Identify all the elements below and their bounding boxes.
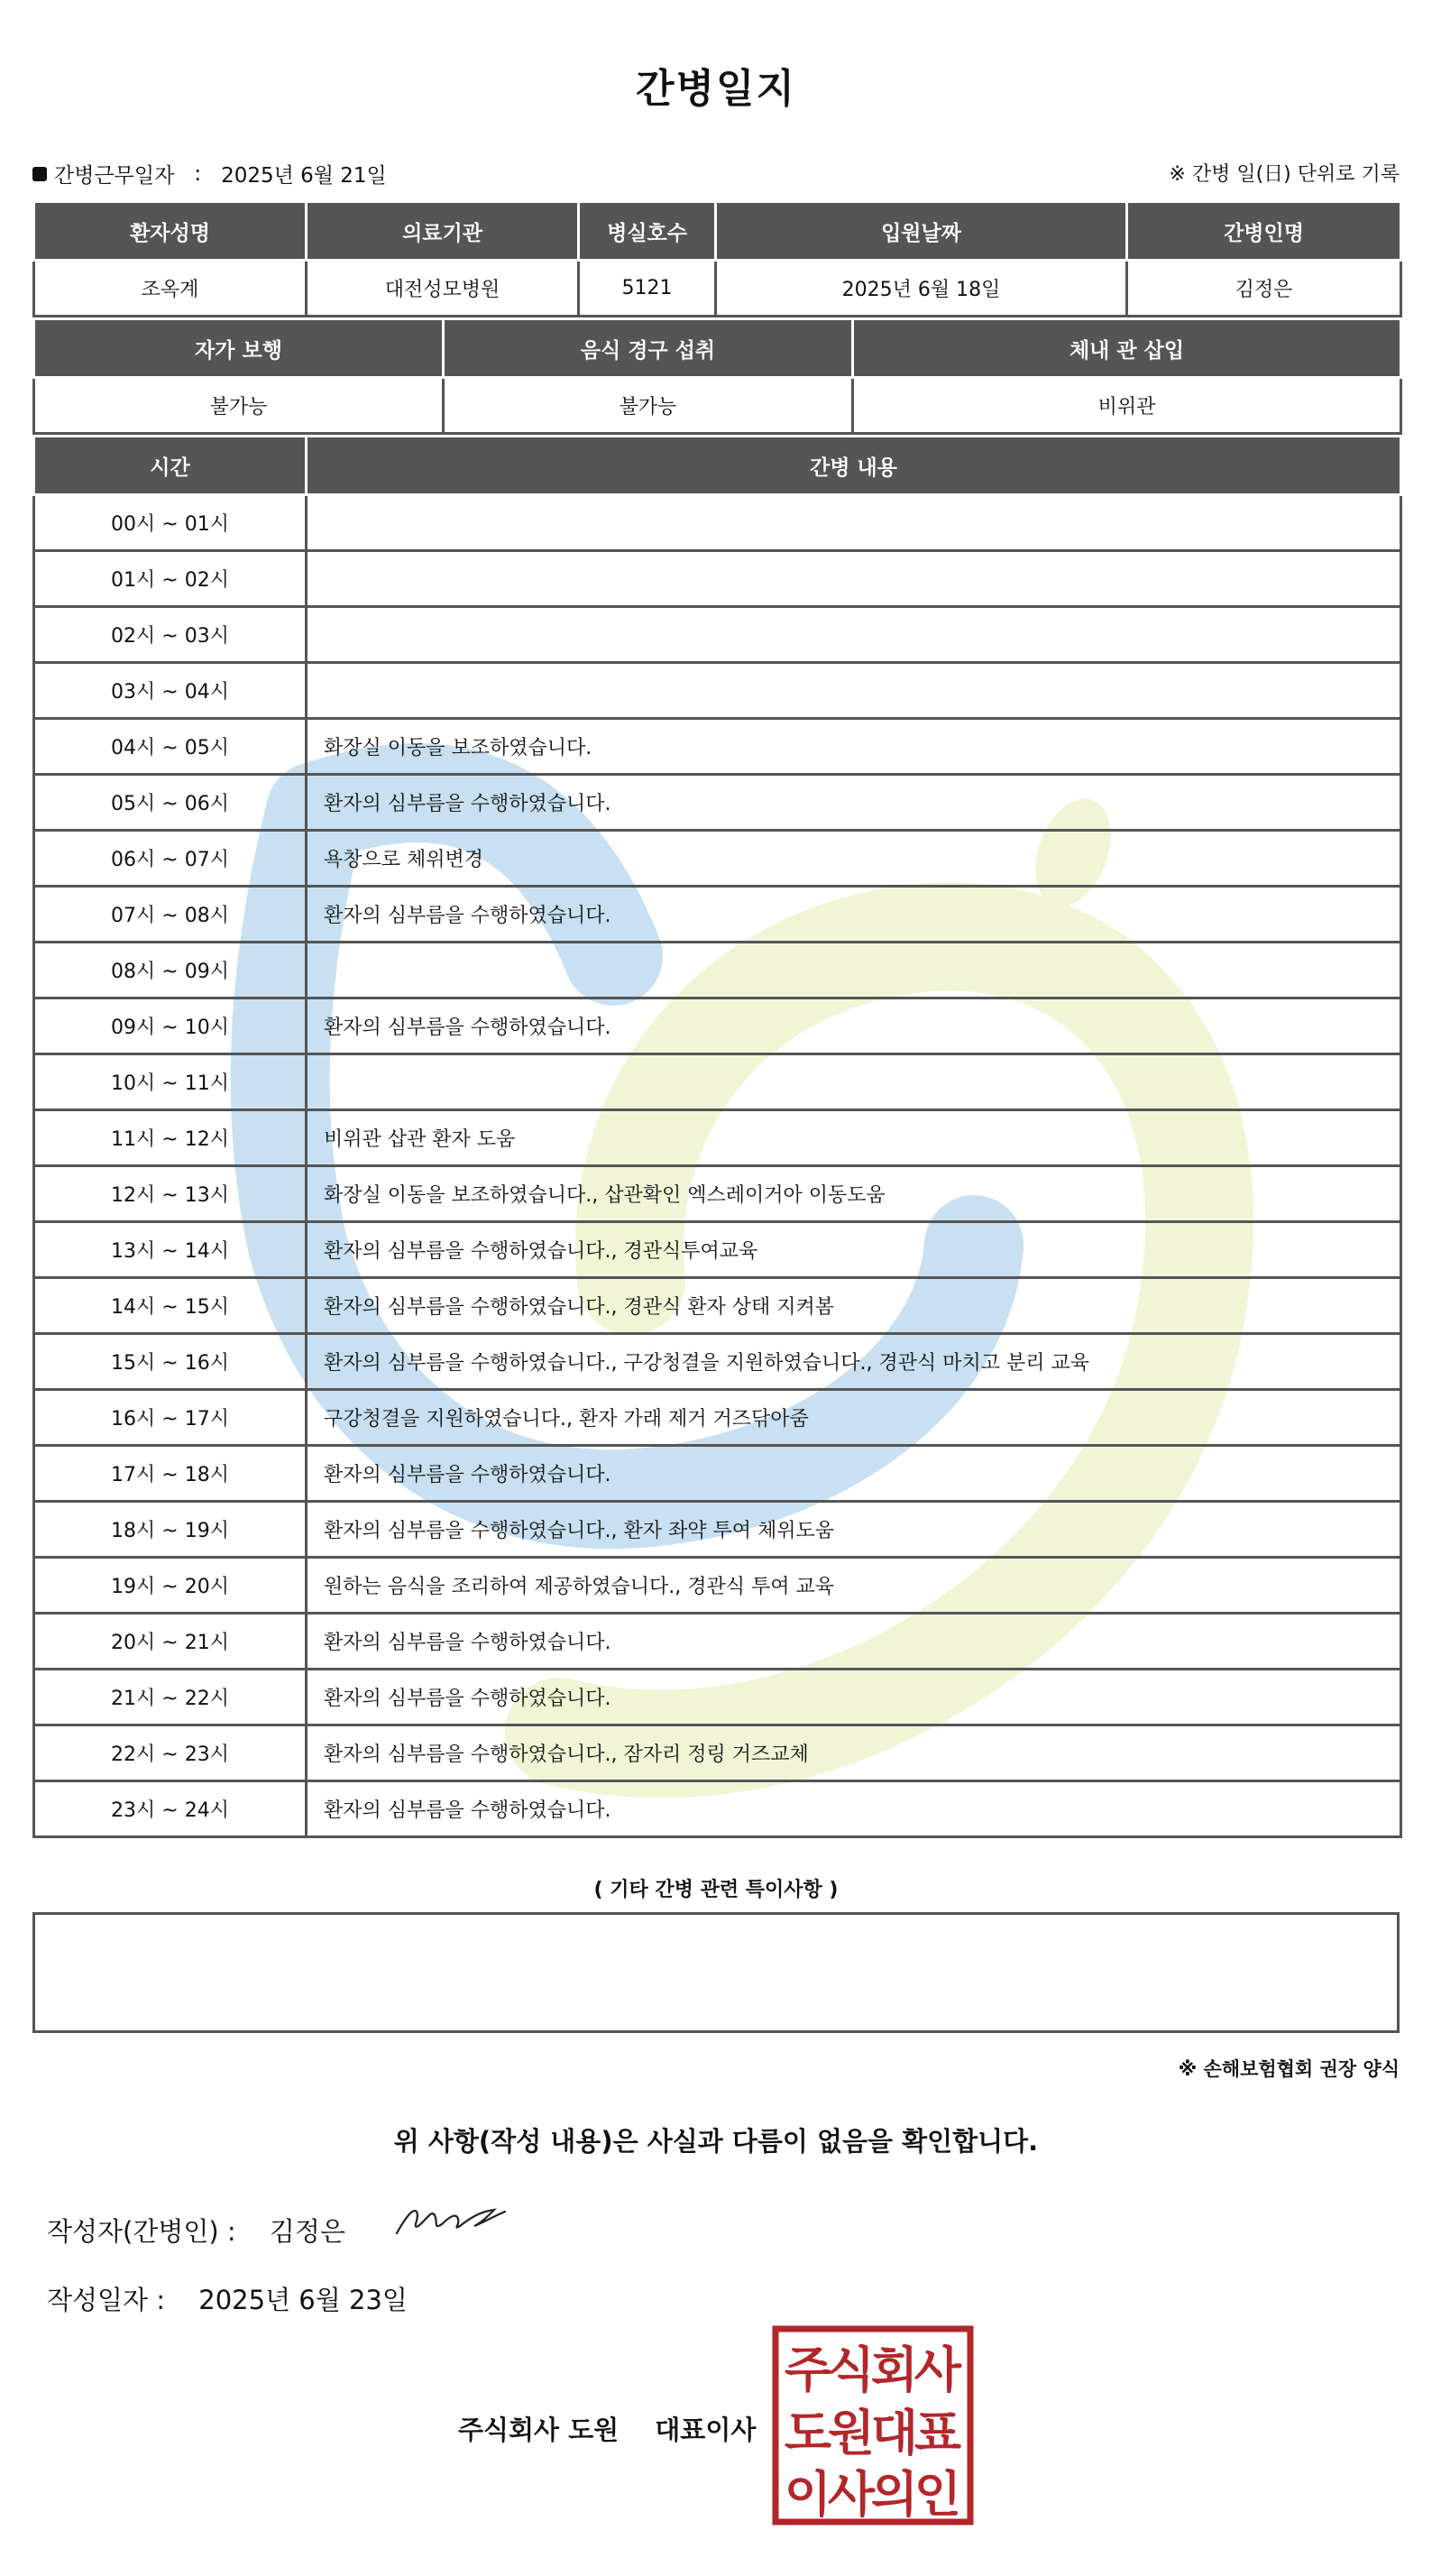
write-date-value: 2025년 6월 23일 [198,2285,408,2315]
work-date-line [32,159,387,189]
time-cell: 03시 ~ 04시 [34,663,307,719]
table-row [34,1334,1401,1390]
work-date-colon: : [194,161,202,186]
table-row [34,607,1401,663]
table-row [34,1614,1401,1670]
svg-text:식: 식 [827,2341,876,2398]
patient-info-table [32,200,1402,317]
time-cell: 12시 ~ 13시 [34,1166,307,1222]
time-cell: 10시 ~ 11시 [34,1054,307,1110]
time-cell: 02시 ~ 03시 [34,607,307,663]
svg-text:주: 주 [784,2341,832,2398]
header-care-content: 간병 내용 [307,437,1401,495]
writer-line [47,2212,345,2249]
writer-label: 작성자(간병인) : [47,2216,236,2247]
table-row [34,1502,1401,1558]
admission-date: 2025년 6월 18일 [716,261,1127,317]
company-seal-stamp [772,2325,974,2525]
svg-text:대: 대 [870,2405,919,2461]
care-content-cell: 비위관 삽관 환자 도움 [307,1110,1401,1166]
care-content-cell [307,607,1401,663]
oral-intake-status: 불가능 [444,378,853,434]
header-time: 시간 [34,437,307,495]
table-row [34,1278,1401,1334]
header-admission-date: 입원날짜 [716,202,1127,261]
time-cell: 22시 ~ 23시 [34,1725,307,1781]
signature [393,2199,510,2240]
time-cell: 17시 ~ 18시 [34,1446,307,1502]
care-content-cell [307,551,1401,607]
table-row [34,775,1401,831]
svg-text:의: 의 [870,2466,919,2523]
svg-text:사: 사 [827,2466,876,2523]
caregiver-name: 김정은 [1127,261,1401,317]
svg-text:인: 인 [913,2466,962,2523]
care-content-cell [307,663,1401,719]
table-row [34,1558,1401,1614]
patient-name: 조옥계 [34,261,307,317]
work-date-label: 간병근무일자 [54,164,175,188]
table-row [34,1670,1401,1725]
table-row [34,943,1401,998]
care-content-cell: 환자의 심부름을 수행하였습니다. [307,775,1401,831]
table-row [34,719,1401,775]
svg-text:원: 원 [827,2405,876,2461]
care-content-cell: 환자의 심부름을 수행하였습니다. [307,1614,1401,1670]
care-content-cell: 환자의 심부름을 수행하였습니다., 구강청결을 지원하였습니다., 경관식 마치고 분리 교육 [307,1334,1401,1390]
time-cell: 06시 ~ 07시 [34,831,307,887]
care-content-cell: 환자의 심부름을 수행하였습니다., 잠자리 정링 거즈교체 [307,1725,1401,1781]
care-content-cell [307,495,1401,551]
confirmation-statement: 위 사항(작성 내용)은 사실과 다름이 없음을 확인합니다. [393,2126,1039,2157]
header-room: 병실호수 [579,202,716,261]
time-cell: 13시 ~ 14시 [34,1222,307,1278]
header-caregiver: 간병인명 [1127,202,1401,261]
care-content-cell: 환자의 심부름을 수행하였습니다., 경관식 환자 상태 지켜봄 [307,1278,1401,1334]
table-row [34,1781,1401,1837]
care-content-cell: 환자의 심부름을 수행하였습니다., 환자 좌약 투여 체위도움 [307,1502,1401,1558]
table-row [34,1725,1401,1781]
time-cell: 21시 ~ 22시 [34,1670,307,1725]
write-date-label: 작성일자 : [47,2285,166,2315]
tube-status: 비위관 [853,378,1401,434]
time-cell: 08시 ~ 09시 [34,943,307,998]
representative-title: 대표이사 [655,2415,757,2445]
table-row [34,551,1401,607]
table-row [34,1390,1401,1446]
patient-status-table [32,317,1402,435]
remarks-label: ( 기타 간병 관련 특이사항 ) [593,1879,839,1901]
write-date-line [47,2280,408,2317]
header-oral-intake: 음식 경구 섭취 [444,319,853,378]
care-content-cell: 원하는 음식을 조리하여 제공하였습니다., 경관식 투여 교육 [307,1558,1401,1614]
time-cell: 15시 ~ 16시 [34,1334,307,1390]
association-note: ※ 손해보험협회 권장 양식 [1178,2058,1400,2080]
room-number: 5121 [579,261,716,317]
table-row [34,1054,1401,1110]
care-content-cell: 환자의 심부름을 수행하였습니다. [307,1781,1401,1837]
care-content-cell [307,943,1401,998]
care-content-cell [307,1054,1401,1110]
table-row [34,887,1401,943]
table-row [34,495,1401,551]
header-hospital: 의료기관 [307,202,579,261]
care-content-cell: 환자의 심부름을 수행하였습니다. [307,1670,1401,1725]
care-content-cell: 구강청결을 지원하였습니다., 환자 가래 제거 거즈닦아줌 [307,1390,1401,1446]
care-content-cell: 화장실 이동을 보조하였습니다., 삽관확인 엑스레이거아 이동도움 [307,1166,1401,1222]
time-cell: 23시 ~ 24시 [34,1781,307,1837]
time-cell: 19시 ~ 20시 [34,1558,307,1614]
time-cell: 04시 ~ 05시 [34,719,307,775]
table-row [34,831,1401,887]
bullet-square-icon [32,167,47,181]
svg-text:이: 이 [784,2466,832,2523]
svg-text:회: 회 [870,2341,919,2398]
care-content-cell: 환자의 심부름을 수행하였습니다. [307,1446,1401,1502]
care-log-table [32,435,1402,1838]
walking-status: 불가능 [34,378,444,434]
time-cell: 11시 ~ 12시 [34,1110,307,1166]
unit-note: ※ 간병 일(日) 단위로 기록 [1169,163,1400,186]
care-content-cell: 욕창으로 체위변경 [307,831,1401,887]
table-row [34,663,1401,719]
header-walking: 자가 보행 [34,319,444,378]
table-row [34,1166,1401,1222]
time-cell: 07시 ~ 08시 [34,887,307,943]
company-line [458,2410,756,2447]
header-patient-name: 환자성명 [34,202,307,261]
time-cell: 09시 ~ 10시 [34,998,307,1054]
care-content-cell: 환자의 심부름을 수행하였습니다. [307,998,1401,1054]
time-cell: 00시 ~ 01시 [34,495,307,551]
time-cell: 05시 ~ 06시 [34,775,307,831]
header-tube: 체내 관 삽입 [853,319,1401,378]
care-content-cell: 환자의 심부름을 수행하였습니다. [307,887,1401,943]
remarks-box [32,1912,1400,2033]
table-row [34,1446,1401,1502]
care-content-cell: 화장실 이동을 보조하였습니다. [307,719,1401,775]
table-row [34,998,1401,1054]
time-cell: 20시 ~ 21시 [34,1614,307,1670]
time-cell: 16시 ~ 17시 [34,1390,307,1446]
time-cell: 18시 ~ 19시 [34,1502,307,1558]
care-content-cell: 환자의 심부름을 수행하였습니다., 경관식투여교육 [307,1222,1401,1278]
work-date-value: 2025년 6월 21일 [221,164,387,188]
svg-text:도: 도 [784,2405,832,2461]
hospital-name: 대전성모병원 [307,261,579,317]
table-row [34,1222,1401,1278]
time-cell: 14시 ~ 15시 [34,1278,307,1334]
table-row [34,1110,1401,1166]
svg-text:사: 사 [913,2341,962,2398]
writer-name: 김정은 [269,2216,345,2247]
time-cell: 01시 ~ 02시 [34,551,307,607]
company-name: 주식회사 도원 [458,2415,620,2445]
document-title: 간병일지 [635,66,796,112]
svg-text:표: 표 [913,2405,962,2461]
